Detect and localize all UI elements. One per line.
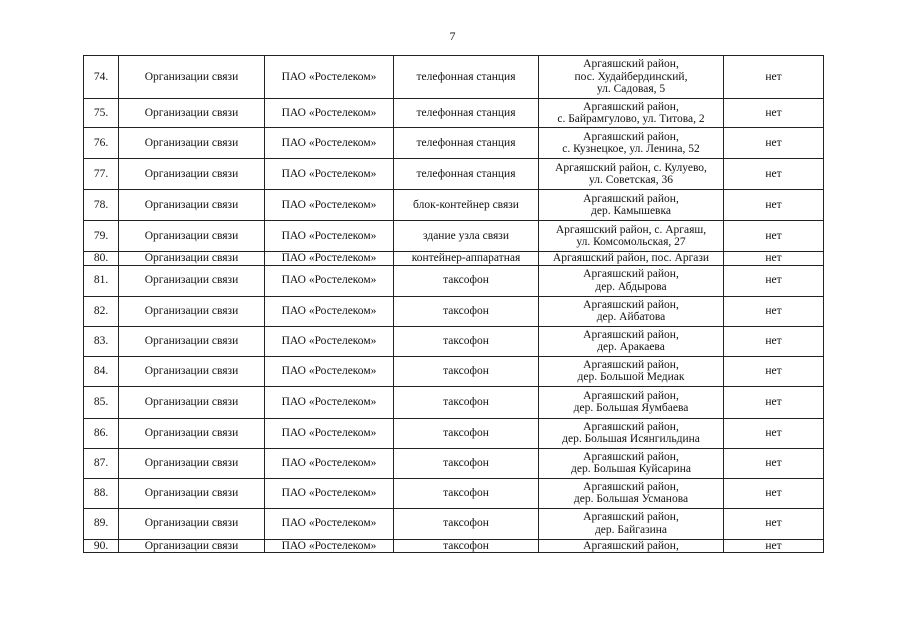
address-line: Аргаяшский район, (583, 298, 679, 311)
organization-cell: ПАО «Ростелеком» (265, 159, 394, 190)
address-cell (539, 159, 724, 190)
category-cell: Организации связи (119, 448, 265, 478)
address-cell (539, 508, 724, 539)
address-line: Аргаяшский район, (583, 420, 679, 433)
object-type-cell: телефонная станция (394, 128, 539, 159)
table-row (84, 252, 824, 266)
object-type-cell: телефонная станция (394, 99, 539, 128)
row-number: 76. (84, 128, 119, 159)
status-cell: нет (724, 190, 824, 221)
address-line: Аргаяшский район, (583, 480, 679, 493)
category-cell: Организации связи (119, 539, 265, 553)
status-cell: нет (724, 265, 824, 296)
table-row (84, 356, 824, 386)
address-line: ул. Комсомольская, 27 (576, 236, 686, 248)
address-line: дер. Байгазина (594, 523, 668, 536)
status-cell: нет (724, 296, 824, 326)
status-cell: нет (724, 128, 824, 159)
category-cell: Организации связи (119, 221, 265, 252)
category-cell: Организации связи (119, 190, 265, 221)
table-row (84, 448, 824, 478)
status-cell: нет (724, 99, 824, 128)
object-type-cell: таксофон (394, 508, 539, 539)
organization-cell: ПАО «Ростелеком» (265, 128, 394, 159)
row-number: 74. (84, 56, 119, 99)
table-row (84, 265, 824, 296)
category-cell: Организации связи (119, 159, 265, 190)
address-line: ул. Советская, 36 (589, 174, 673, 186)
object-type-cell: таксофон (394, 296, 539, 326)
address-cell (539, 221, 724, 252)
address-cell (539, 296, 724, 326)
table-row (84, 56, 824, 99)
row-number: 75. (84, 99, 119, 128)
address-cell (539, 265, 724, 296)
organization-cell: ПАО «Ростелеком» (265, 252, 394, 266)
organization-cell: ПАО «Ростелеком» (265, 508, 394, 539)
table-row (84, 159, 824, 190)
address-line: дер. Аракаева (597, 341, 665, 353)
address-cell (539, 418, 724, 448)
object-type-cell: блок-контейнер связи (394, 190, 539, 221)
organization-cell: ПАО «Ростелеком» (265, 56, 394, 99)
object-type-cell: контейнер-аппаратная (394, 252, 539, 266)
address-cell (539, 99, 724, 128)
address-line: Аргаяшский район, (583, 511, 679, 523)
status-cell: нет (724, 418, 824, 448)
category-cell: Организации связи (119, 265, 265, 296)
category-cell: Организации связи (119, 128, 265, 159)
address-cell (539, 252, 724, 266)
row-number: 89. (84, 508, 119, 539)
address-line: Аргаяшский район, (583, 192, 679, 205)
row-number: 79. (84, 221, 119, 252)
row-number: 78. (84, 190, 119, 221)
table-row (84, 478, 824, 508)
status-cell: нет (724, 252, 824, 266)
category-cell: Организации связи (119, 56, 265, 99)
organization-cell: ПАО «Ростелеком» (265, 221, 394, 252)
address-line: Аргаяшский район, (583, 450, 679, 463)
address-line: Аргаяшский район, пос. Аргази (552, 252, 710, 264)
row-number: 86. (84, 418, 119, 448)
organization-cell: ПАО «Ростелеком» (265, 296, 394, 326)
table-row (84, 326, 824, 356)
status-cell: нет (724, 356, 824, 386)
row-number: 83. (84, 326, 119, 356)
address-line: Аргаяшский район, (583, 328, 679, 341)
status-cell: нет (724, 56, 824, 99)
category-cell: Организации связи (119, 99, 265, 128)
row-number: 90. (84, 539, 119, 553)
organization-cell: ПАО «Ростелеком» (265, 478, 394, 508)
row-number: 88. (84, 478, 119, 508)
status-cell: нет (724, 386, 824, 418)
table-row (84, 418, 824, 448)
address-line: ул. Садовая, 5 (596, 83, 666, 96)
organization-cell: ПАО «Ростелеком» (265, 539, 394, 553)
address-cell (539, 448, 724, 478)
status-cell: нет (724, 478, 824, 508)
organization-cell: ПАО «Ростелеком» (265, 386, 394, 418)
table-row (84, 99, 824, 128)
address-line: Аргаяшский район, (583, 358, 679, 371)
registry-table (83, 55, 824, 553)
status-cell: нет (724, 326, 824, 356)
page-number: 7 (449, 29, 456, 43)
status-cell: нет (724, 539, 824, 553)
organization-cell: ПАО «Ростелеком» (265, 265, 394, 296)
address-line: дер. Большая Усманова (573, 493, 689, 505)
address-line: Аргаяшский район, (583, 268, 679, 280)
row-number: 84. (84, 356, 119, 386)
address-line: Аргаяшский район, (583, 58, 679, 71)
address-cell (539, 326, 724, 356)
organization-cell: ПАО «Ростелеком» (265, 418, 394, 448)
address-cell (539, 56, 724, 99)
row-number: 77. (84, 159, 119, 190)
status-cell: нет (724, 159, 824, 190)
row-number: 85. (84, 386, 119, 418)
status-cell: нет (724, 508, 824, 539)
object-type-cell: таксофон (394, 418, 539, 448)
object-type-cell: здание узла связи (394, 221, 539, 252)
address-cell (539, 190, 724, 221)
category-cell: Организации связи (119, 386, 265, 418)
address-cell (539, 356, 724, 386)
address-cell (539, 128, 724, 159)
address-cell (539, 478, 724, 508)
category-cell: Организации связи (119, 356, 265, 386)
table-row (84, 190, 824, 221)
address-line: Аргаяшский район, с. Кулуево, (555, 161, 707, 174)
address-line: дер. Большая Яумбаева (573, 402, 689, 414)
organization-cell: ПАО «Ростелеком» (265, 190, 394, 221)
object-type-cell: таксофон (394, 326, 539, 356)
row-number: 82. (84, 296, 119, 326)
address-line: с. Кузнецкое, ул. Ленина, 52 (562, 143, 700, 155)
address-line: пос. Худайбердинский, (574, 70, 688, 83)
organization-cell: ПАО «Ростелеком» (265, 448, 394, 478)
row-number: 80. (84, 252, 119, 266)
address-cell (539, 539, 724, 553)
row-number: 81. (84, 265, 119, 296)
object-type-cell: таксофон (394, 478, 539, 508)
address-line: с. Байрамгулово, ул. Титова, 2 (557, 113, 705, 125)
object-type-cell: таксофон (394, 539, 539, 553)
registry-table-body (84, 56, 824, 553)
table-row (84, 221, 824, 252)
table-row (84, 128, 824, 159)
table-row (84, 539, 824, 553)
address-line: Аргаяшский район, (583, 130, 679, 143)
status-cell: нет (724, 448, 824, 478)
address-line: дер. Большой Медиак (577, 371, 685, 383)
address-line: Аргаяшский район, с. Аргаяш, (555, 223, 707, 236)
category-cell: Организации связи (119, 296, 265, 326)
object-type-cell: таксофон (394, 386, 539, 418)
organization-cell: ПАО «Ростелеком» (265, 326, 394, 356)
category-cell: Организации связи (119, 508, 265, 539)
category-cell: Организации связи (119, 326, 265, 356)
address-line: дер. Большая Куйсарина (571, 463, 691, 475)
address-cell (539, 386, 724, 418)
address-line: дер. Абдырова (595, 280, 667, 293)
address-line: дер. Айбатова (596, 311, 666, 323)
status-cell: нет (724, 221, 824, 252)
object-type-cell: таксофон (394, 448, 539, 478)
object-type-cell: таксофон (394, 265, 539, 296)
category-cell: Организации связи (119, 252, 265, 266)
organization-cell: ПАО «Ростелеком» (265, 356, 394, 386)
object-type-cell: телефонная станция (394, 159, 539, 190)
address-line: дер. Большая Исянгильдина (562, 433, 700, 445)
address-line: Аргаяшский район, (583, 100, 679, 113)
table-row (84, 296, 824, 326)
address-line: Аргаяшский район, (583, 389, 679, 402)
organization-cell: ПАО «Ростелеком» (265, 99, 394, 128)
category-cell: Организации связи (119, 418, 265, 448)
object-type-cell: телефонная станция (394, 56, 539, 99)
table-row (84, 508, 824, 539)
address-line: дер. Камышевка (591, 205, 671, 217)
row-number: 87. (84, 448, 119, 478)
address-line: Аргаяшский район, (583, 539, 679, 552)
object-type-cell: таксофон (394, 356, 539, 386)
table-row (84, 386, 824, 418)
category-cell: Организации связи (119, 478, 265, 508)
